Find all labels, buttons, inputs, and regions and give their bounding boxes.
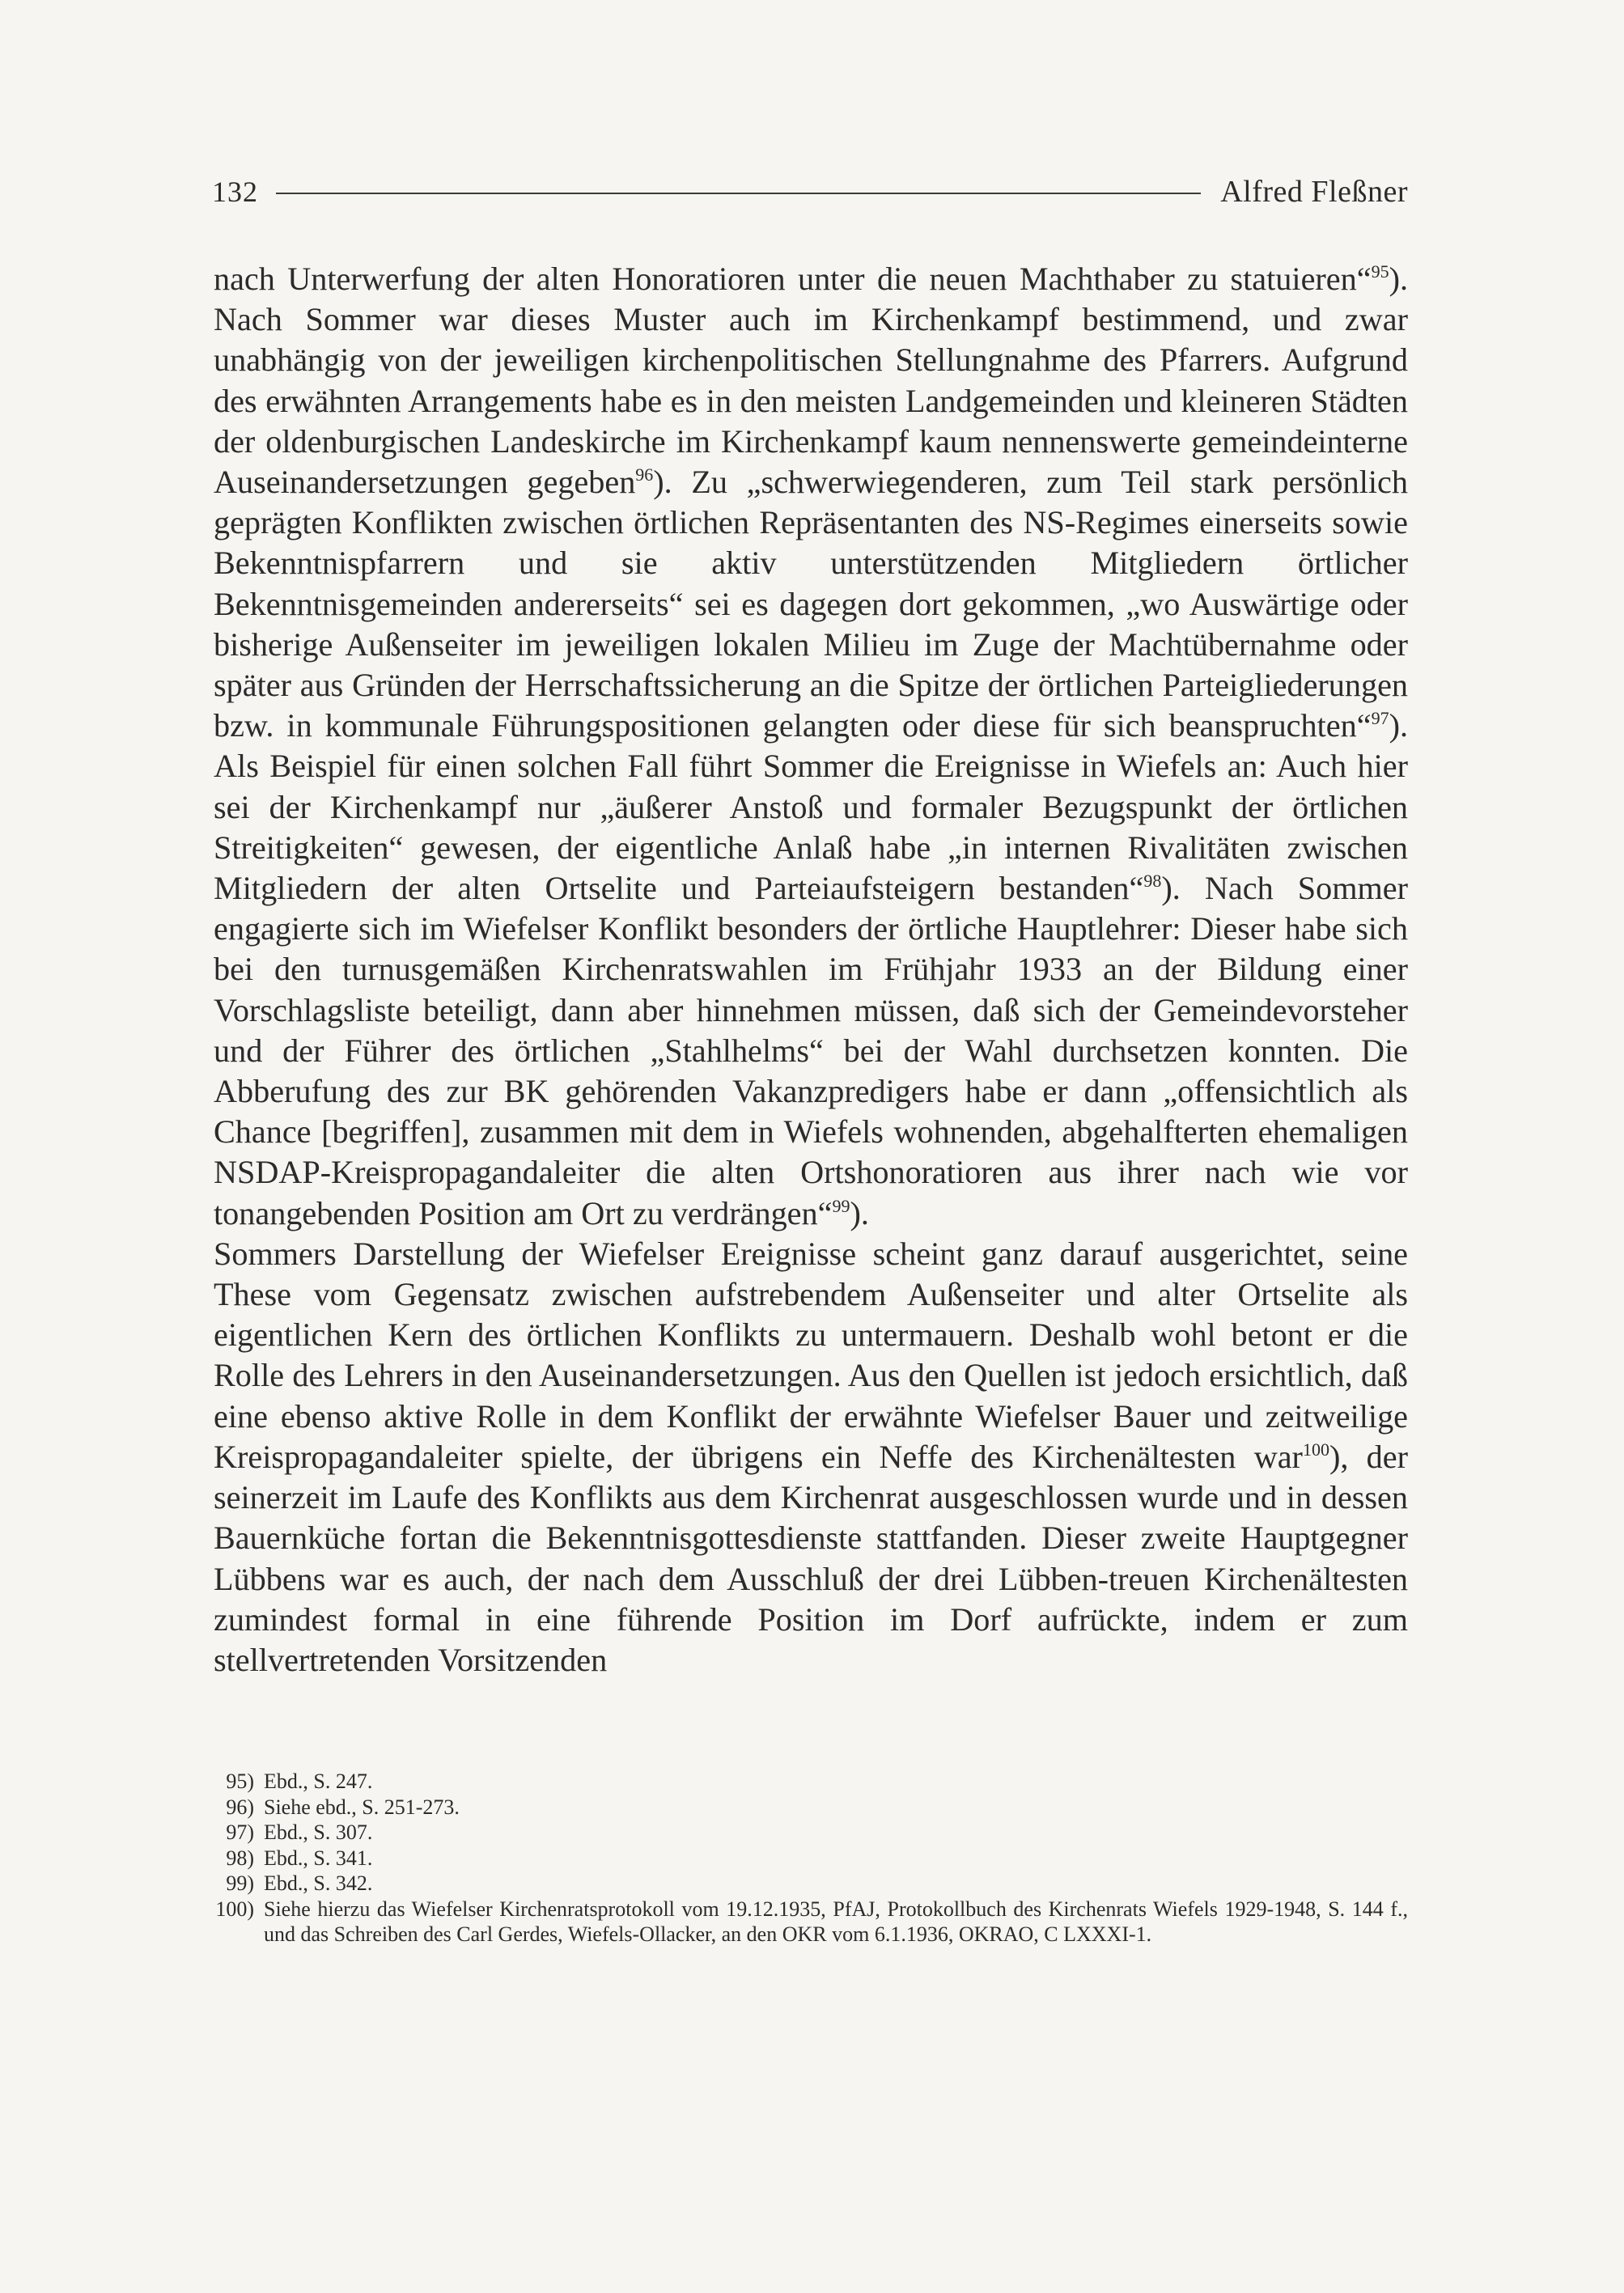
- running-head: Alfred Fleßner: [1220, 175, 1408, 209]
- paragraph: [214, 259, 1408, 1234]
- footnote-text: Ebd., S. 341.: [264, 1846, 373, 1870]
- footnote: [212, 1769, 1408, 1795]
- text-run: ). Nach Sommer engagierte sich im Wiefelser Konflikt besonders der örtliche Hauptlehrer: Dieser habe sich bei den turnusgemäßen Kirchenratswahlen im Frühjahr 1933 an der Bildung einer Vorschlagsliste beteiligt, dann aber hinnehmen müssen, daß sich der Gemeindevorsteher und der Führer des örtlichen „Stahlhelms“ bei der Wahl durchsetzen konnten. Die Abberufung des zur BK gehörenden Vakanzpredigers habe er dann „offensichtlich als Chance [begriffen], zusammen mit dem in Wiefels wohnenden, abgehalfterten ehemaligen NSDAP-Kreispropagandaleiter die alten Ortshonoratioren aus ihrer nach wie vor tonangebenden Position am Ort zu verdrängen“: [214, 870, 1408, 1231]
- text-run: ). Nach Sommer war dieses Muster auch im Kirchenkampf bestimmend, und zwar unabhängig von der jeweiligen kirchenpolitischen Stellungnahme des Pfarrers. Aufgrund des erwähnten Arrangements habe es in den meisten Landgemeinden und kleineren Städten der oldenburgischen Landeskirche im Kirchenkampf kaum nennenswerte gemeindeinterne Auseinandersetzungen gegeben: [214, 261, 1408, 501]
- footnote-number: 97): [226, 1820, 254, 1844]
- text-run: Sommers Darstellung der Wiefelser Ereignisse scheint ganz darauf ausgerichtet, seine These vom Gegensatz zwischen aufstrebendem Außenseiter und alter Ortselite als eigentlichen Kern des örtlichen Konflikts zu untermauern. Deshalb wohl betont er die Rolle des Lehrers in den Auseinandersetzungen. Aus den Quellen ist jedoch ersichtlich, daß eine ebenso aktive Rolle in dem Konflikt der erwähnte Wiefelser Bauer und zeitweilige Kreispropagandaleiter spielte, der übrigens ein Neffe des Kirchenältesten war: [214, 1235, 1408, 1475]
- footnote-ref: 100: [1302, 1439, 1329, 1460]
- footnote-text: Siehe hierzu das Wiefelser Kirchenratsprotokoll vom 19.12.1935, PfAJ, Protokollbuch des Kirchenrats Wiefels 1929-1948, S. 144 f., und das Schreiben des Carl Gerdes, Wiefels-Ollacker, an den OKR vom 6.1.1936, OKRAO, C LXXXI-1.: [264, 1897, 1408, 1946]
- footnotes: [212, 1769, 1408, 1948]
- footnote-number: 100): [215, 1897, 254, 1921]
- footnote: [212, 1846, 1408, 1871]
- footnote-number: 98): [226, 1846, 254, 1870]
- text-run: ). Zu „schwerwiegenderen, zum Teil stark persönlich geprägten Konflikten zwischen örtlichen Repräsentanten des NS-Regimes einerseits sowie Bekenntnispfarrern und sie aktiv unterstützenden Mitgliedern örtlicher Bekenntnisgemeinden andererseits“ sei es dagegen dort gekommen, „wo Auswärtige oder bisherige Außenseiter im jeweiligen lokalen Milieu im Zuge der Machtübernahme oder später aus Gründen der Herrschaftssicherung an die Spitze der örtlichen Parteigliederungen bzw. in kommunale Führungspositionen gelangten oder diese für sich beanspruchten“: [214, 464, 1408, 744]
- page-number: 132: [212, 176, 258, 208]
- header-rule: [276, 193, 1201, 194]
- footnote-text: Ebd., S. 307.: [264, 1820, 373, 1844]
- footnote-ref: 99: [832, 1195, 850, 1216]
- footnote-ref: 96: [635, 464, 654, 485]
- paragraph: [214, 1234, 1408, 1681]
- footnote-ref: 97: [1371, 708, 1389, 729]
- footnote-text: Siehe ebd., S. 251-273.: [264, 1795, 460, 1819]
- body-text: [214, 259, 1408, 1681]
- text-run: ), der seinerzeit im Laufe des Konflikts aus dem Kirchenrat ausgeschlossen wurde und in dessen Bauernküche fortan die Bekenntnisgottesdienste stattfanden. Dieser zweite Hauptgegner Lübbens war es auch, der nach dem Ausschluß der drei Lübben-treuen Kirchenältesten zumindest formal in eine führende Position im Dorf aufrückte, indem er zum stellvertretenden Vorsitzenden: [214, 1438, 1408, 1678]
- text-run: ).: [850, 1194, 869, 1231]
- footnote: [212, 1795, 1408, 1820]
- footnote-ref: 98: [1143, 871, 1162, 892]
- text-run: nach Unterwerfung der alten Honoratioren unter die neuen Machthaber zu statuieren“: [214, 261, 1372, 297]
- footnote-ref: 95: [1371, 261, 1389, 282]
- footnote-number: 95): [226, 1770, 254, 1793]
- footnote-number: 96): [226, 1795, 254, 1819]
- footnote: [212, 1897, 1408, 1948]
- footnote: [212, 1871, 1408, 1897]
- page-header: [212, 167, 1408, 216]
- text-run: ). Als Beispiel für einen solchen Fall führt Sommer die Ereignisse in Wiefels an: Auch hier sei der Kirchenkampf nur „äußerer Anstoß und formaler Bezugspunkt der örtlichen Streitigkeiten“ gewesen, der eigentliche Anlaß habe „in internen Rivalitäten zwischen Mitgliedern der alten Ortselite und Parteiaufsteigern bestanden“: [214, 707, 1408, 907]
- footnote-number: 99): [226, 1871, 254, 1895]
- footnote-text: Ebd., S. 342.: [264, 1871, 373, 1895]
- footnote-text: Ebd., S. 247.: [264, 1770, 373, 1793]
- footnote: [212, 1820, 1408, 1846]
